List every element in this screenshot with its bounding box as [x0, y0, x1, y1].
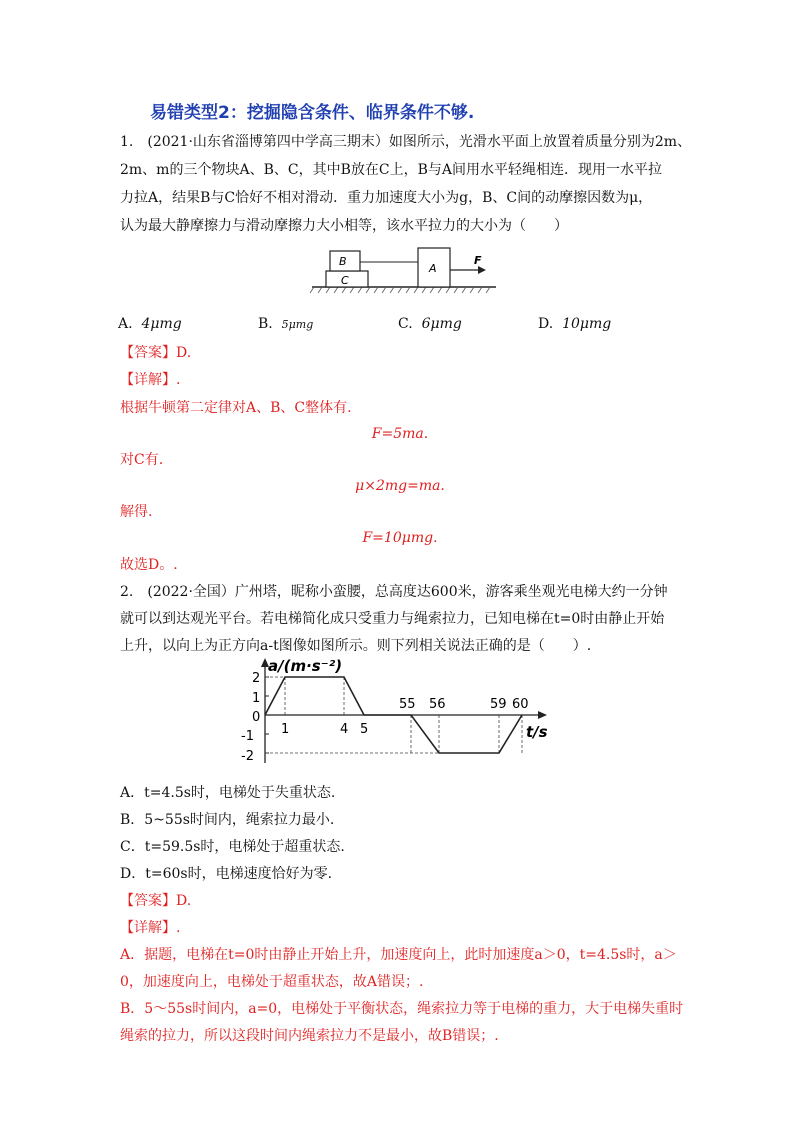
- q2-option-a: A．t=4.5s时，电梯处于失重状态.: [120, 785, 336, 801]
- q1-solution-3: 对C有.: [120, 452, 164, 468]
- ytick-1: 1: [252, 691, 261, 706]
- q2-option-c: C．t=59.5s时，电梯处于超重状态.: [120, 839, 345, 855]
- q2-line-1: 2. (2022·全国）广州塔，昵称小蛮腰，总高度达600米，游客乘坐观光电梯大约一分钟: [120, 584, 668, 600]
- q1-option-c: C. 6μmg: [398, 316, 462, 332]
- label-c: C: [341, 274, 349, 287]
- section-title: 易错类型2：挖掘隐含条件、临界条件不够.: [150, 103, 475, 123]
- q1-solution-5: 解得.: [120, 504, 153, 520]
- q2-solution-1: A．据题，电梯在t=0时由静止开始上升，加速度向上，此时加速度a＞0，t=4.5s时，a＞: [120, 947, 677, 963]
- q2-detail-label: 【详解】.: [120, 920, 181, 936]
- q2-option-d: D．t=60s时，电梯速度恰好为零.: [120, 866, 333, 882]
- q1-solution-1: 根据牛顿第二定律对A、B、C整体有.: [120, 400, 352, 416]
- q2-solution-2: 0，加速度向上，电梯处于超重状态，故A错误；.: [120, 974, 424, 990]
- q1-line-1: 1. (2021·山东省淄博第四中学高三期末）如图所示，光滑水平面上放置着质量分别为2m、: [120, 134, 692, 150]
- q1-solution-4: μ×2mg=ma.: [355, 478, 445, 494]
- label-b: B: [339, 255, 347, 268]
- q2-line-2: 就可以到达观光平台。若电梯简化成只受重力与绳索拉力，已知电梯在t=0时由静止开始: [120, 611, 665, 627]
- q2-at-graph: [240, 655, 570, 770]
- xtick-4: 4: [340, 722, 349, 737]
- q2-solution-3: B．5～55s时间内，a=0，电梯处于平衡状态，绳索拉力等于电梯的重力，大于电梯失重时: [120, 1001, 684, 1017]
- label-a: A: [429, 262, 437, 275]
- ytick-0: 0: [252, 710, 261, 725]
- q2-option-b: B．5~55s时间内，绳索拉力最小.: [120, 812, 335, 828]
- q1-answer: 【答案】D.: [120, 345, 192, 361]
- q2-answer: 【答案】D.: [120, 893, 192, 909]
- q1-solution-6: F=10μmg.: [362, 530, 438, 546]
- q1-detail-label: 【详解】.: [120, 372, 181, 388]
- q1-line-2: 2m、m的三个物块A、B、C，其中B放在C上，B与A间用水平轻绳相连．现用一水平拉: [120, 162, 662, 178]
- q1-solution-7: 故选D。.: [120, 557, 178, 573]
- xtick-56: 56: [429, 697, 446, 712]
- x-axis-label: t/s: [526, 723, 548, 741]
- xtick-5: 5: [360, 722, 369, 737]
- q1-option-a: A. 4μmg: [118, 316, 182, 332]
- ytick-2: 2: [252, 671, 261, 686]
- q1-line-4: 认为最大静摩擦力与滑动摩擦力大小相等，该水平拉力的大小为（ ）: [120, 218, 568, 234]
- ytick-neg1: -1: [241, 729, 254, 744]
- ytick-neg2: -2: [241, 749, 254, 764]
- q1-solution-2: F=5ma.: [371, 426, 429, 442]
- q2-line-3: 上升，以向上为正方向a-t图像如图所示。则下列相关说法正确的是（ ）.: [120, 638, 592, 654]
- label-f: F: [474, 254, 482, 267]
- q1-option-d: D. 10μmg: [538, 316, 612, 332]
- xtick-60: 60: [512, 697, 529, 712]
- q2-solution-4: 绳索的拉力，所以这段时间内绳索拉力不是最小，故B错误；.: [120, 1028, 499, 1044]
- q1-line-3: 力拉A，结果B与C恰好不相对滑动．重力加速度大小为g，B、C间的动摩擦因数为μ，: [120, 190, 653, 206]
- xtick-1: 1: [281, 722, 290, 737]
- force-arrow: [478, 266, 486, 274]
- q1-figure: [310, 246, 500, 300]
- xtick-55: 55: [399, 697, 416, 712]
- y-axis-label: a/(m·s⁻²): [268, 657, 343, 675]
- q1-option-b: B. 5μmg: [258, 316, 314, 332]
- xtick-59: 59: [490, 697, 507, 712]
